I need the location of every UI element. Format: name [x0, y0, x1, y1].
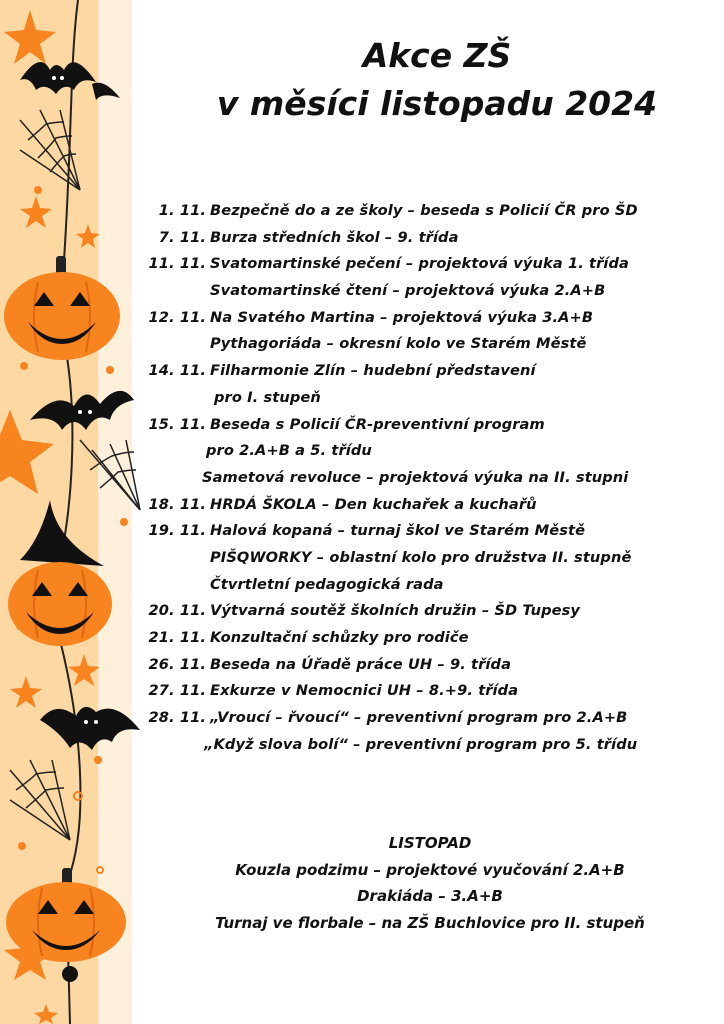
footer-line: Turnaj ve florbale – na ZŠ Buchlovice pro II. stupeň — [215, 913, 645, 932]
event-date: 21. 11. — [148, 629, 206, 646]
event-row — [146, 598, 716, 625]
event-text: Exkurze v Nemocnici UH – 8.+9. třída — [210, 682, 519, 700]
event-row — [146, 652, 716, 679]
star-icon — [10, 676, 42, 708]
event-list — [146, 198, 716, 758]
string-1 — [64, 0, 78, 260]
star-icon — [76, 224, 100, 248]
event-row — [146, 385, 716, 412]
event-row — [146, 251, 716, 278]
pumpkin-icon — [6, 868, 126, 962]
event-text: Svatomartinské čtení – projektová výuka 2.A+B — [210, 282, 606, 300]
dot — [94, 756, 102, 764]
star-icon — [4, 10, 56, 64]
event-text: Na Svatého Martina – projektová výuka 3.A+B — [210, 308, 594, 326]
event-text: Beseda s Policií ČR-preventivní program — [210, 415, 545, 433]
event-row — [146, 278, 716, 305]
event-text: Bezpečně do a ze školy – beseda s Policií ČR pro ŠD — [210, 202, 638, 219]
event-text: „Vroucí – řvoucí“ – preventivní program pro 2.A+B — [210, 709, 628, 727]
page-title-line-1: Akce ZŠ — [362, 36, 512, 75]
bat-icon — [20, 62, 120, 100]
event-text: pro 2.A+B a 5. třídu — [206, 442, 372, 460]
pumpkin-icon — [8, 500, 112, 646]
event-date: 15. 11. — [148, 415, 206, 433]
event-text: Konzultační schůzky pro rodiče — [210, 629, 469, 646]
event-row — [146, 572, 716, 599]
spiderweb-icon — [10, 760, 70, 840]
bead — [62, 966, 78, 982]
event-date: 28. 11. — [148, 709, 206, 727]
ring — [97, 867, 103, 873]
event-text: Čtvrtletní pedagogická rada — [210, 575, 444, 593]
event-date: 27. 11. — [148, 682, 206, 700]
event-text: pro I. stupeň — [214, 388, 321, 406]
star-icon — [68, 654, 100, 686]
halloween-decoration — [0, 0, 160, 1024]
star-icon — [0, 410, 54, 494]
star-icon — [20, 196, 52, 228]
event-row — [146, 518, 716, 545]
event-date: 14. 11. — [148, 362, 206, 380]
dot — [20, 362, 28, 370]
event-row — [146, 198, 716, 225]
dot — [18, 842, 26, 850]
footer-section — [150, 830, 710, 936]
dot — [120, 518, 128, 526]
event-row — [146, 545, 716, 572]
event-text: Burza středních škol – 9. třída — [210, 228, 459, 246]
event-date: 12. 11. — [148, 308, 206, 326]
event-row — [146, 225, 716, 252]
star-icon — [34, 1004, 58, 1024]
event-text: HRDÁ ŠKOLA – Den kuchařek a kuchařů — [210, 495, 537, 513]
event-row — [146, 305, 716, 332]
event-date: 7. 11. — [158, 228, 206, 246]
event-text: Beseda na Úřadě práce UH – 9. třída — [210, 655, 512, 673]
event-date: 20. 11. — [148, 602, 206, 620]
event-text: „Když slova bolí“ – preventivní program pro 5. třídu — [204, 735, 638, 753]
event-text: Halová kopaná – turnaj škol ve Starém Městě — [210, 522, 586, 540]
page-title-line-2: v měsíci listopadu 2024 — [216, 84, 658, 123]
event-row — [146, 331, 716, 358]
dot — [106, 366, 114, 374]
event-date: 11. 11. — [148, 255, 206, 273]
event-date: 18. 11. — [148, 495, 206, 513]
event-row — [146, 492, 716, 519]
bat-icon — [40, 707, 140, 750]
event-row — [146, 358, 716, 385]
pumpkin-icon — [4, 256, 120, 360]
event-row — [146, 732, 716, 759]
event-text: Filharmonie Zlín – hudební představení — [210, 362, 536, 380]
event-text: Svatomartinské pečení – projektová výuka 1. třída — [210, 255, 630, 273]
string-2 — [60, 340, 72, 560]
event-text: Výtvarná soutěž školních družin – ŠD Tupesy — [210, 602, 581, 620]
footer-line: Drakiáda – 3.A+B — [357, 887, 503, 905]
event-row — [146, 412, 716, 439]
event-text: Pythagoriáda – okresní kolo ve Starém Městě — [210, 335, 587, 353]
event-row — [146, 705, 716, 732]
event-date: 19. 11. — [148, 522, 206, 540]
event-text: Sametová revoluce – projektová výuka na II. stupni — [202, 468, 629, 486]
event-date: 1. 11. — [158, 202, 206, 219]
footer-heading: LISTOPAD — [388, 834, 472, 852]
event-text: PIŠQWORKY – oblastní kolo pro družstva II. stupně — [210, 548, 632, 566]
footer-line: Kouzla podzimu – projektové vyučování 2.A+B — [235, 860, 625, 879]
event-row — [146, 625, 716, 652]
spiderweb-icon — [80, 440, 140, 510]
event-row — [146, 678, 716, 705]
event-row — [146, 438, 716, 465]
dot — [34, 186, 42, 194]
bat-icon — [30, 391, 134, 430]
event-date: 26. 11. — [148, 655, 206, 673]
event-row — [146, 465, 716, 492]
